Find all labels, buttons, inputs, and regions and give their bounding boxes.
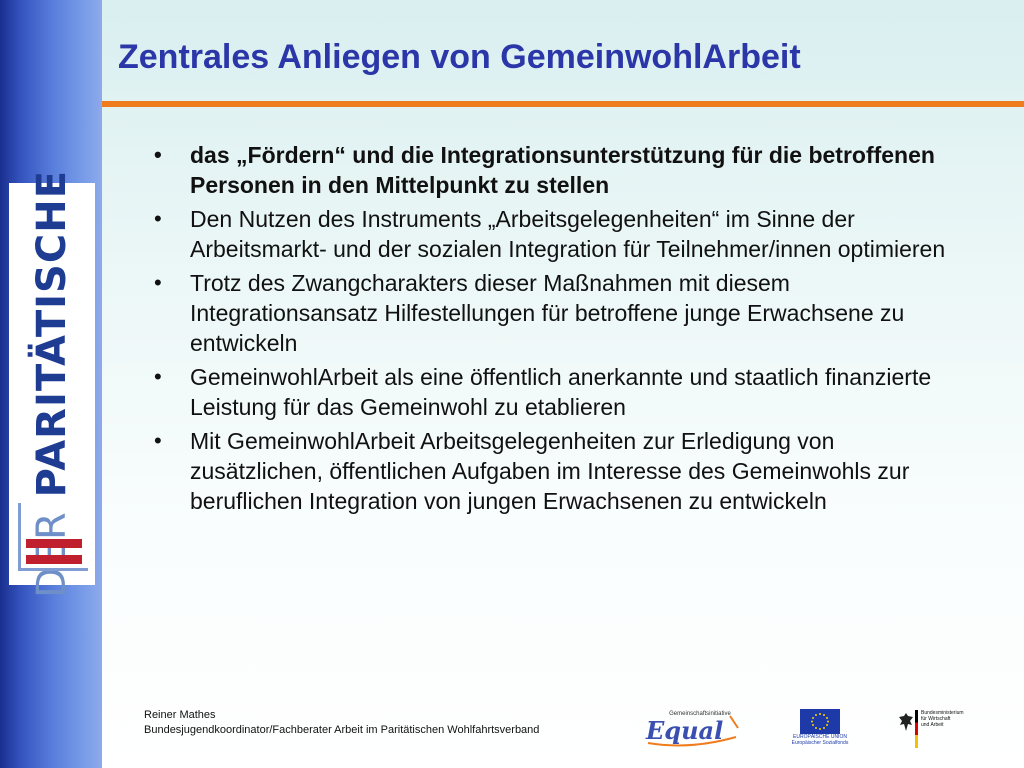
equal-tagline: Gemeinschaftsinitiative	[669, 711, 731, 717]
bullet-text: Trotz des Zwangcharakters dieser Maßnahmen mit diesem Integrationsansatz Hilfestellungen für betroffene junge Erwachsene zu entwickeln	[190, 270, 905, 356]
bmwa-text	[921, 710, 964, 728]
bmwa-line3: und Arbeit	[921, 722, 944, 728]
bullet-text: Den Nutzen des Instruments „Arbeitsgelegenheiten“ im Sinne der Arbeitsmarkt- und der sozialen Integration für Teilnehmer/innen optimieren	[190, 206, 946, 262]
bullet-dot: •	[154, 364, 162, 389]
german-flag-bar	[915, 710, 918, 748]
bullet-list	[150, 140, 960, 520]
bullet-item	[150, 426, 960, 516]
bullet-text: das „Fördern“ und die Integrationsunterstützung für die betroffenen Personen in den Mittelpunkt zu stellen	[190, 142, 935, 198]
bullet-item	[150, 268, 960, 358]
bullet-dot: •	[154, 270, 162, 295]
equal-logo	[640, 706, 750, 750]
eu-flag-icon	[800, 709, 840, 734]
logo-red-bar-bottom	[26, 555, 82, 564]
slide-title: Zentrales Anliegen von GemeinwohlArbeit	[118, 38, 801, 76]
bmwa-line1: Bundesministerium	[921, 710, 964, 716]
logo-wordmark: PARITÄTISCHE	[29, 169, 75, 498]
footer-author: Reiner Mathes	[144, 709, 216, 721]
logo-red-bar-top	[26, 539, 82, 548]
sidebar-band	[0, 0, 102, 768]
bullet-item	[150, 362, 960, 422]
bullet-dot: •	[154, 206, 162, 231]
bullet-item	[150, 140, 960, 200]
eu-stars-icon	[800, 709, 840, 734]
eagle-icon	[898, 712, 914, 732]
equal-wordmark: Equal	[646, 716, 724, 745]
bmwa-logo	[896, 708, 976, 752]
eu-esf-logo	[783, 709, 857, 753]
eu-line1: EUROPÄISCHE UNION	[793, 734, 847, 740]
bullet-text: Mit GemeinwohlArbeit Arbeitsgelegenheiten zur Erledigung von zusätzlichen, öffentlichen Aufgaben im Interesse des Gemeinwohls zur beruflichen Integration von jungen Erwachsenen zu entwickeln	[190, 428, 910, 514]
footer-role: Bundesjugendkoordinator/Fachberater Arbeit im Paritätischen Wohlfahrtsverband	[144, 724, 540, 736]
bmwa-line2: für Wirtschaft	[921, 716, 951, 722]
equal-logo-graphic	[640, 706, 750, 750]
title-underline	[102, 101, 1024, 107]
equal-mark	[730, 716, 738, 728]
bullet-dot: •	[154, 142, 162, 167]
eu-line2: Europäischer Sozialfonds	[791, 740, 849, 746]
footer	[144, 708, 539, 738]
bullet-dot: •	[154, 428, 162, 453]
bullet-text: GemeinwohlArbeit als eine öffentlich anerkannte und staatlich finanzierte Leistung für das Gemeinwohl zu etablieren	[190, 364, 932, 420]
bullet-item	[150, 204, 960, 264]
paritaetische-logo	[9, 169, 95, 585]
